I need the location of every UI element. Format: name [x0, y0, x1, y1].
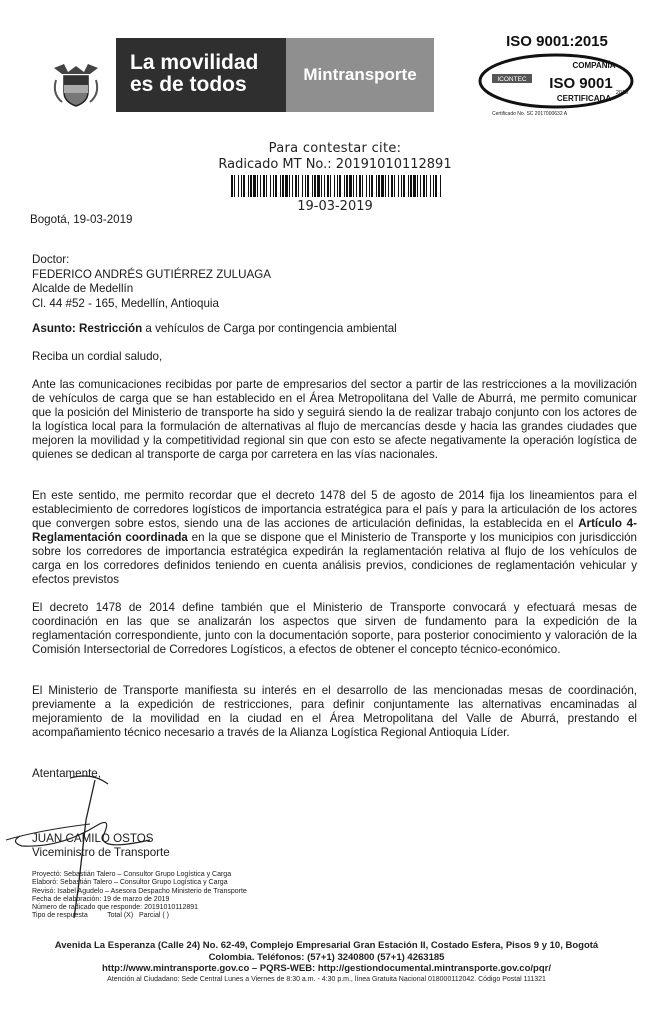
- iso-logo-main: ISO 9001: [549, 75, 613, 92]
- subject-line: [32, 322, 397, 336]
- iso-certificate-number: Certificado No. SC 2017000632 A: [492, 111, 568, 117]
- iso-logo-year: 2015: [615, 90, 629, 96]
- footer-attention: Atención al Ciudadano: Sede Central Lunes a Viernes de 8:30 a.m. - 4:30 p.m., línea Gratuita Nacional 018000112042. Código Postal 111321: [107, 975, 546, 983]
- slogan-line-2: es de todos: [130, 73, 247, 96]
- salutation-title: Doctor:: [32, 253, 70, 266]
- radicado-barcode: [231, 175, 441, 197]
- iso-logo-top: COMPAÑÍA: [572, 61, 616, 70]
- footnote-line: Fecha de elaboración: 19 de marzo de 2019: [32, 895, 170, 903]
- recipient-name: FEDERICO ANDRÉS GUTIÉRREZ ZULUAGA: [32, 267, 271, 281]
- colombia-coat-of-arms-icon: [46, 50, 106, 110]
- cite-label: Para contestar cite:: [268, 141, 402, 156]
- addressee-block: [32, 253, 271, 311]
- subject-text: a vehículos de Carga por contingencia ambiental: [142, 322, 397, 335]
- radicado-number: Radicado MT No.: 20191010112891: [218, 157, 452, 172]
- footer-address: Avenida La Esperanza (Calle 24) No. 62-49, Complejo Empresarial Gran Estación II, Costado Esfera, Pisos 9 y 10, Bogotá: [54, 940, 599, 951]
- recipient-address: Cl. 44 #52 - 165, Medellín, Antioquia: [32, 296, 219, 310]
- signer-role: Viceministro de Transporte: [32, 846, 170, 859]
- paragraph-2-a: En este sentido, me permito recordar que el decreto 1478 del 5 de agosto de 2014 fija los lineamientos para el establecimiento de corredores logísticos de importancia estratégica para el país y para la articulación de los actores que convergen sobre estos, siendo una de las acciones de articulación definidas, la establecida en el: [32, 489, 637, 530]
- footer-city-phones: Colombia. Teléfonos: (57+1) 3240800 (57+1) 4263185: [208, 951, 445, 963]
- closing: Atentamente,: [32, 767, 101, 780]
- footer-web-links[interactable]: http://www.mintransporte.gov.co – PQRS-WEB: http://gestiondocumental.mintransporte.gov.co/pqr/: [102, 963, 551, 974]
- footnote-line: Elaboró: Sebastián Talero – Consultor Grupo Logística y Carga: [32, 879, 228, 887]
- slogan-banner: [116, 38, 286, 112]
- paragraph-2: [32, 489, 637, 587]
- letter-date: Bogotá, 19-03-2019: [30, 213, 133, 226]
- paragraph-4: El Ministerio de Transporte manifiesta su interés en el desarrollo de las mencionadas mesas de coordinación, previamente a la expedición de restricciones, para definir conjuntamente las alternativas encaminadas al mejoramiento de la movilidad en la ciudad en el Área Metropolitana del Valle de Aburrá, prestando el acompañamiento técnico necesario a través de la Alianza Logística Regional Antioquia Líder.: [32, 684, 637, 739]
- iso-certification-logo: [476, 52, 636, 110]
- paragraph-2-b: en la que se dispone que el Ministerio de Transporte y los municipios con jurisdicción sobre los corredores de importancia estratégica expedirán la reglamentación relativa al flujo de los vehículos de carga en los corredores definidos teniendo en cuenta análisis previos, condiciones de reglamentación vehicular y efectos previstos: [32, 531, 637, 586]
- brand-banner: Mintransporte: [286, 38, 434, 112]
- footnote-line: Número de radicado que responde: 20191010112891: [32, 904, 199, 912]
- footnote-line: Tipo de respuesta Total (X) Parcial ( ): [32, 912, 169, 920]
- subject-label: Asunto:: [32, 322, 76, 335]
- slogan-line-1: La movilidad: [130, 51, 259, 74]
- greeting: Reciba un cordial saludo,: [32, 350, 163, 363]
- radicado-date: 19-03-2019: [297, 199, 373, 214]
- paragraph-1: Ante las comunicaciones recibidas por parte de empresarios del sector a partir de las restricciones a la movilización de vehículos de carga que se han establecido en el Área Metropolitana del Valle de Aburrá, me permito comunicar que la posición del Ministerio de transporte ha sido y seguirá siendo la de realizar trabajo conjunto con los actores de la logística local para la formulación de alternativas al flujo de mercancías desde y hacia las grandes ciudades que mejoren la movilidad y la competitividad regional sin que con esto se afecte negativamente la operación logística de quienes se dedican al transporte de carga por carretera en las vías nacionales.: [32, 378, 637, 461]
- subject-bold: Restricción: [79, 322, 143, 335]
- footnote-line: Proyectó: Sebastián Talero – Consultor Grupo Logística y Carga: [32, 871, 232, 878]
- recipient-role: Alcalde de Medellín: [32, 282, 134, 295]
- iso-title: ISO 9001:2015: [506, 33, 608, 50]
- paragraph-3: El decreto 1478 de 2014 define también que el Ministerio de Transporte convocará y efectuará mesas de coordinación en las que se analizarán los aspectos que sirven de fundamento para la expedición de la reglamentación correspondiente, junto con la documentación soporte, para posterior conocimiento y valoración de la Comisión Intersectorial de Corredores Logísticos, a efectos de obtener el concepto técnico-económico.: [32, 601, 637, 656]
- iso-logo-org: ICONTEC: [497, 76, 527, 83]
- signer-name: JUAN CAMILO OSTOS: [32, 832, 154, 845]
- signer-block: [32, 832, 170, 860]
- paragraph-2-bold: Artículo 4-Reglamentación coordinada: [32, 517, 637, 544]
- page-footer: [20, 940, 633, 984]
- footnotes: [32, 871, 247, 921]
- iso-logo-bottom: CERTIFICADA: [556, 94, 612, 103]
- footnote-line: Revisó: Isabel Agudelo – Asesora Despacho Ministerio de Transporte: [32, 887, 247, 895]
